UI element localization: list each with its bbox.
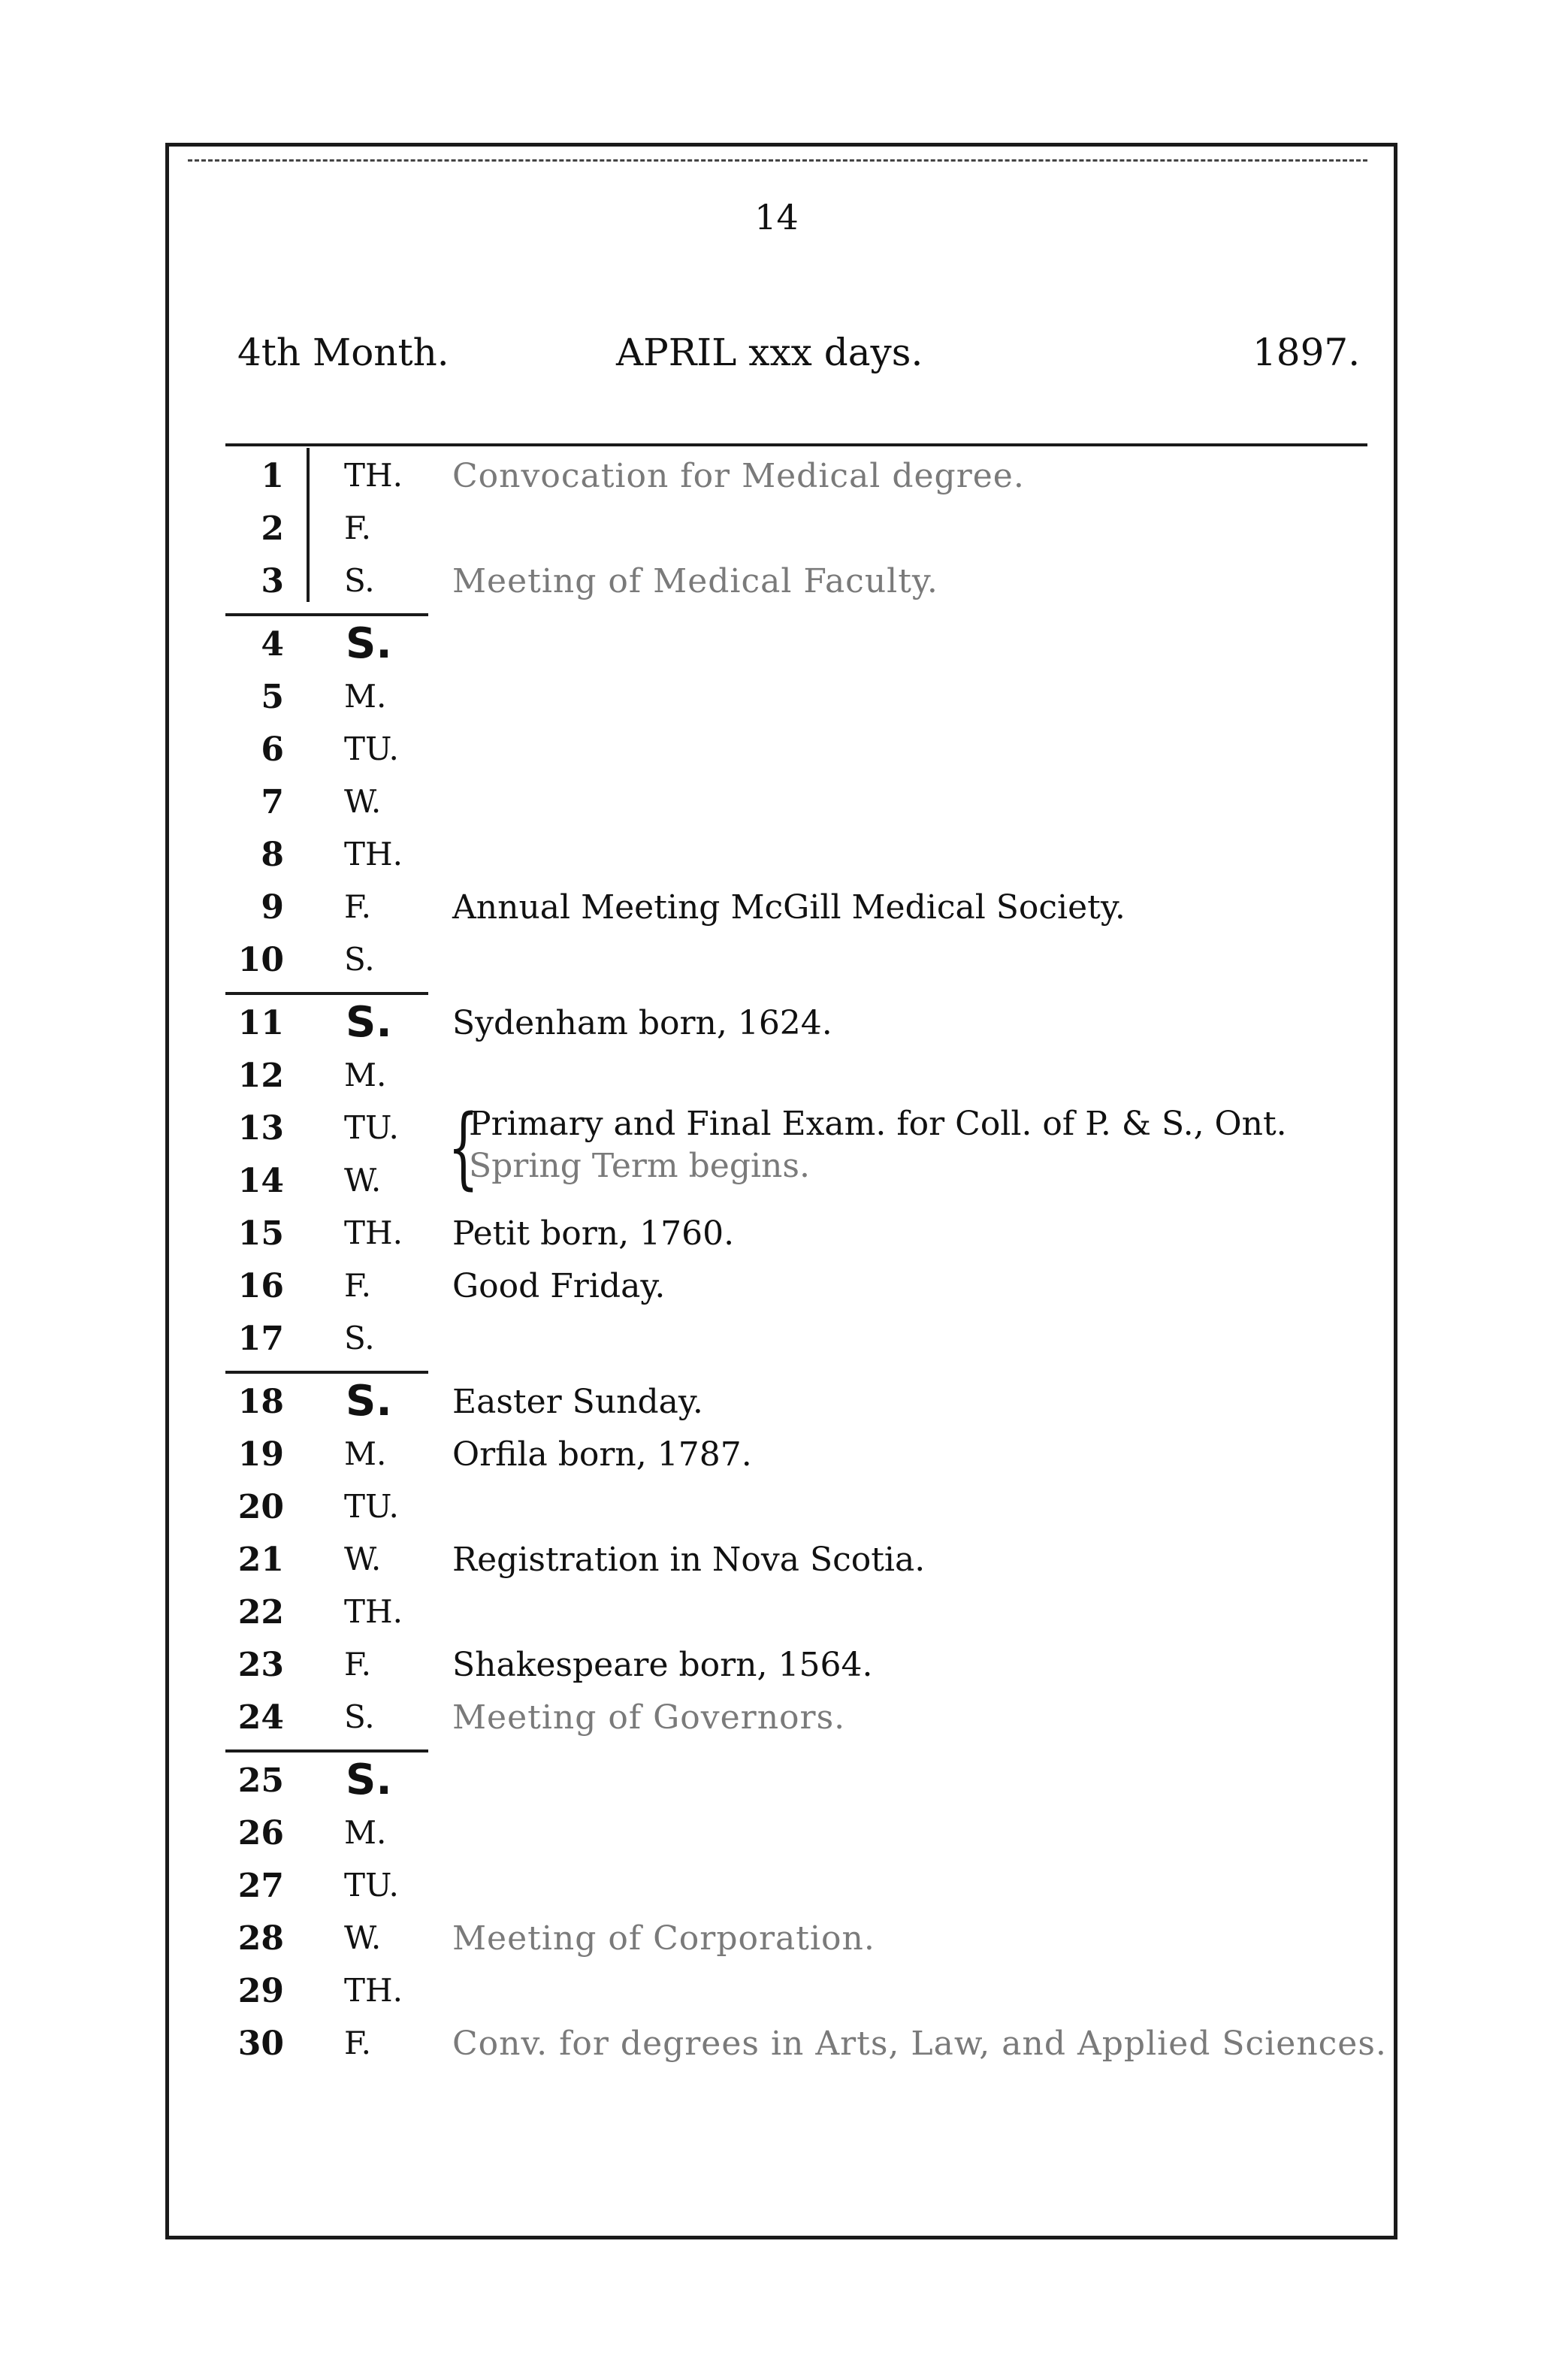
month-title: APRIL xxx days. bbox=[616, 331, 923, 374]
day-number: 25 bbox=[237, 1762, 284, 1800]
weekday-label: W. bbox=[344, 1919, 382, 1956]
day-entry: Meeting of Medical Faculty. bbox=[452, 562, 938, 600]
day-row bbox=[0, 672, 1553, 724]
day-entry: Petit born, 1760. bbox=[452, 1214, 735, 1253]
day-row bbox=[0, 1535, 1553, 1587]
day-number: 30 bbox=[237, 2025, 284, 2063]
day-number: 6 bbox=[261, 730, 284, 769]
weekday-label: F. bbox=[344, 888, 371, 925]
weekday-label: W. bbox=[344, 1162, 382, 1199]
day-entry: Sydenham born, 1624. bbox=[452, 1004, 832, 1042]
week-separator bbox=[225, 613, 428, 616]
month-label: 4th Month. bbox=[237, 331, 449, 374]
date-column-divider bbox=[307, 448, 310, 602]
weekday-label: S. bbox=[344, 1320, 375, 1356]
day-number: 28 bbox=[237, 1919, 284, 1958]
weekday-label: M. bbox=[344, 1057, 387, 1093]
day-row bbox=[0, 882, 1553, 935]
day-number: 17 bbox=[237, 1320, 284, 1358]
day-row bbox=[0, 1913, 1553, 1966]
weekday-label: TH. bbox=[344, 457, 403, 494]
day-row bbox=[0, 1861, 1553, 1913]
day-number: 26 bbox=[237, 1814, 284, 1852]
weekday-label: TH. bbox=[344, 1214, 403, 1251]
day-number: 24 bbox=[237, 1698, 284, 1737]
weekday-label: F. bbox=[344, 2025, 371, 2061]
day-row bbox=[0, 556, 1553, 609]
day-number: 20 bbox=[237, 1488, 284, 1526]
day-row bbox=[0, 1208, 1553, 1261]
day-entry: Meeting of Governors. bbox=[452, 1698, 846, 1737]
weekday-label: M. bbox=[344, 1435, 387, 1472]
day-entry: Orfila born, 1787. bbox=[452, 1435, 752, 1474]
day-row bbox=[0, 1966, 1553, 2019]
day-entry: Meeting of Corporation. bbox=[452, 1919, 875, 1958]
day-row bbox=[0, 619, 1553, 672]
weekday-label: TU. bbox=[344, 1488, 399, 1525]
week-separator bbox=[225, 992, 428, 995]
weekday-label: S. bbox=[344, 941, 375, 978]
day-row bbox=[0, 451, 1553, 504]
day-number: 14 bbox=[237, 1162, 284, 1200]
day-row bbox=[0, 1640, 1553, 1692]
weekday-label: S. bbox=[344, 562, 375, 599]
brace-entry-spring-term: Spring Term begins. bbox=[469, 1147, 810, 1185]
brace-entry-primary-exam: Primary and Final Exam. for Coll. of P. & S., Ont. bbox=[469, 1105, 1287, 1143]
day-row bbox=[0, 777, 1553, 830]
day-row bbox=[0, 1377, 1553, 1429]
day-row bbox=[0, 1429, 1553, 1482]
day-entry: Good Friday. bbox=[452, 1267, 666, 1305]
day-entry: Conv. for degrees in Arts, Law, and Applied Sciences. bbox=[452, 2025, 1387, 2063]
day-number: 22 bbox=[237, 1593, 284, 1632]
weekday-label: TH. bbox=[344, 1593, 403, 1630]
day-number: 12 bbox=[237, 1057, 284, 1095]
day-number: 2 bbox=[261, 510, 284, 548]
day-number: 7 bbox=[261, 783, 284, 821]
day-row bbox=[0, 998, 1553, 1051]
weekday-label: M. bbox=[344, 1814, 387, 1851]
day-number: 8 bbox=[261, 836, 284, 874]
day-number: 15 bbox=[237, 1214, 284, 1253]
week-separator bbox=[225, 1749, 428, 1752]
day-row bbox=[0, 1587, 1553, 1640]
day-row bbox=[0, 1692, 1553, 1745]
day-number: 4 bbox=[261, 625, 284, 664]
weekday-label: S. bbox=[346, 619, 392, 668]
day-entry: Shakespeare born, 1564. bbox=[452, 1646, 873, 1684]
week-separator bbox=[225, 1371, 428, 1374]
header-rule bbox=[225, 443, 1367, 446]
day-number: 21 bbox=[237, 1541, 284, 1579]
day-number: 5 bbox=[261, 678, 284, 716]
year-label: 1897. bbox=[1252, 331, 1361, 374]
day-row bbox=[0, 935, 1553, 987]
day-row bbox=[0, 2019, 1553, 2071]
day-number: 27 bbox=[237, 1867, 284, 1905]
weekday-label: S. bbox=[344, 1698, 375, 1735]
weekday-label: S. bbox=[346, 1756, 392, 1804]
day-entry: Convocation for Medical degree. bbox=[452, 457, 1025, 495]
day-number: 29 bbox=[237, 1972, 284, 2010]
weekday-label: F. bbox=[344, 1646, 371, 1683]
day-row bbox=[0, 1756, 1553, 1808]
brace-mark: { bbox=[448, 1095, 479, 1199]
day-row bbox=[0, 724, 1553, 777]
weekday-label: TH. bbox=[344, 836, 403, 872]
weekday-label: F. bbox=[344, 1267, 371, 1304]
day-row bbox=[0, 830, 1553, 882]
day-entry: Annual Meeting McGill Medical Society. bbox=[452, 888, 1125, 927]
weekday-label: S. bbox=[346, 1377, 392, 1426]
day-number: 1 bbox=[261, 457, 284, 495]
day-number: 10 bbox=[237, 941, 284, 979]
day-number: 18 bbox=[237, 1383, 284, 1421]
day-row bbox=[0, 1051, 1553, 1103]
day-number: 16 bbox=[237, 1267, 284, 1305]
weekday-label: TU. bbox=[344, 1109, 399, 1146]
weekday-label: TH. bbox=[344, 1972, 403, 2009]
day-number: 19 bbox=[237, 1435, 284, 1474]
day-row bbox=[0, 1808, 1553, 1861]
weekday-label: M. bbox=[344, 678, 387, 715]
day-number: 9 bbox=[261, 888, 284, 927]
page-number: 14 bbox=[754, 197, 799, 237]
day-number: 13 bbox=[237, 1109, 284, 1148]
day-row bbox=[0, 1482, 1553, 1535]
day-number: 3 bbox=[261, 562, 284, 600]
day-entry: Easter Sunday. bbox=[452, 1383, 703, 1421]
weekday-label: W. bbox=[344, 783, 382, 820]
weekday-label: S. bbox=[346, 998, 392, 1047]
day-number: 23 bbox=[237, 1646, 284, 1684]
day-number: 11 bbox=[237, 1004, 284, 1042]
day-row bbox=[0, 504, 1553, 556]
weekday-label: TU. bbox=[344, 1867, 399, 1904]
day-row bbox=[0, 1261, 1553, 1314]
weekday-label: W. bbox=[344, 1541, 382, 1577]
top-rule bbox=[188, 159, 1367, 162]
weekday-label: F. bbox=[344, 510, 371, 546]
day-entry: Registration in Nova Scotia. bbox=[452, 1541, 926, 1579]
day-row bbox=[0, 1314, 1553, 1366]
weekday-label: TU. bbox=[344, 730, 399, 767]
